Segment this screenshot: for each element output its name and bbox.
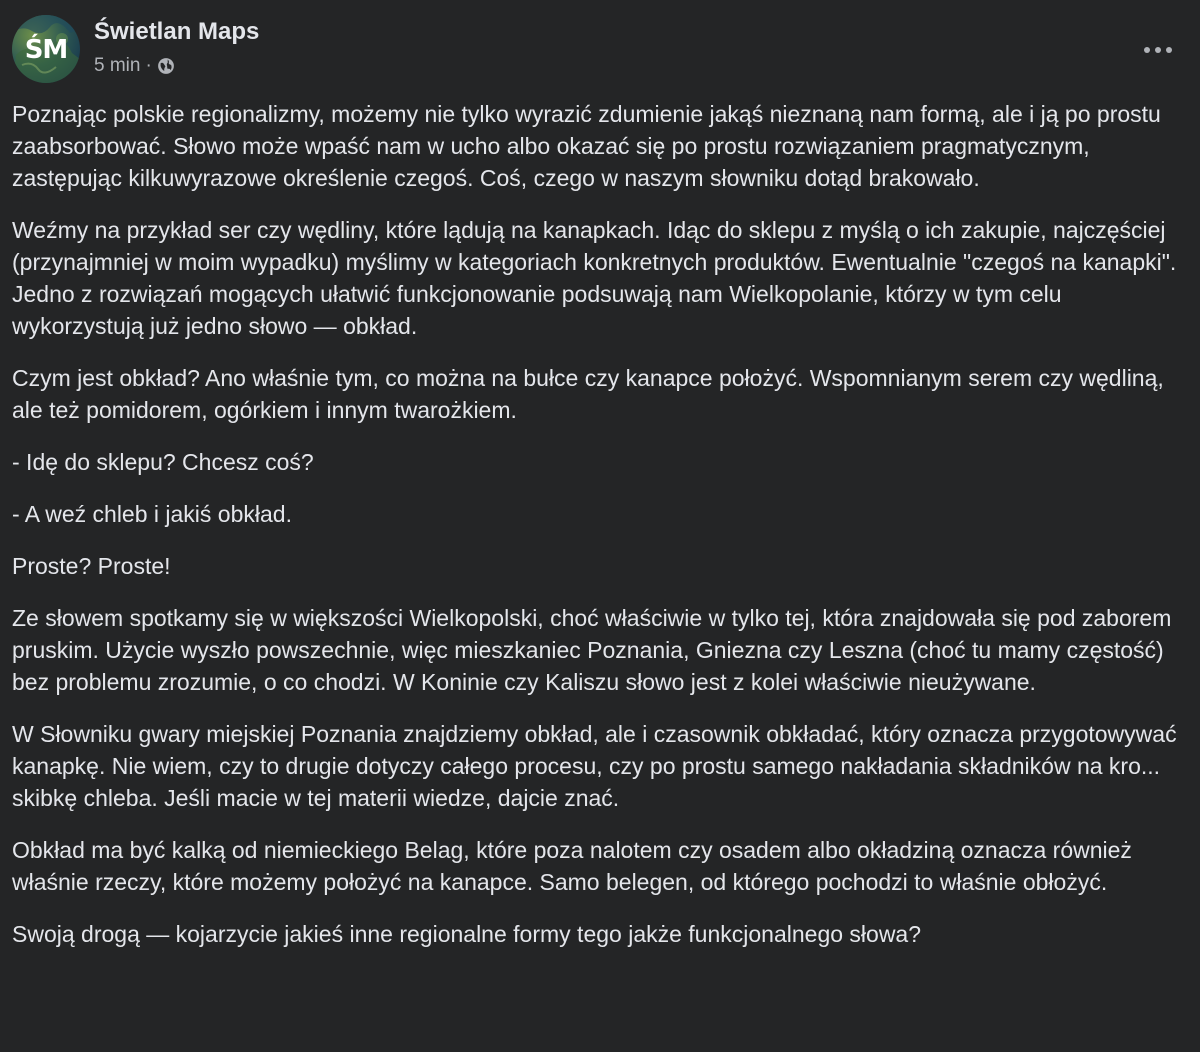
post-paragraph: - A weź chleb i jakiś obkład. [12, 501, 292, 527]
post-paragraph: Ze słowem spotkamy się w większości Wielkopolski, choć właściwie w tylko tej, która znajdowała się pod zaborem pruskim. Użycie wyszło powszechnie, więc mieszkaniec Poznania, Gniezna czy Leszna (choć tu mamy częstość) bez problemu zrozumie, o co chodzi. W Koninie czy Kaliszu słowo jest z kolei właściwie nieużywane. [12, 605, 1172, 695]
post-meta [94, 54, 175, 78]
globe-icon[interactable] [157, 57, 175, 75]
meta-separator: · [145, 55, 152, 76]
post-paragraph: Swoją drogą — kojarzycie jakieś inne regionalne formy tego jakże funkcjonalnego słowa? [12, 921, 922, 947]
post-paragraph: W Słowniku gwary miejskiej Poznania znajdziemy obkład, ale i czasownik obkładać, który oznacza przygotowywać kanapkę. Nie wiem, czy to drugie dotyczy całego procesu, czy po prostu samego nakładania składników na kro... skibkę chleba. Jeśli macie w tej materii wiedze, dajcie znać. [12, 721, 1177, 811]
avatar-initials: ŚM [24, 35, 68, 65]
post-paragraph: - Idę do sklepu? Chcesz coś? [12, 449, 314, 475]
post-paragraph: Proste? Proste! [12, 553, 171, 579]
post-paragraph: Czym jest obkład? Ano właśnie tym, co można na bułce czy kanapce położyć. Wspomnianym serem czy wędliną, ale też pomidorem, ogórkiem i innym twarożkiem. [12, 365, 1164, 423]
author-name[interactable]: Świetlan Maps [94, 18, 260, 45]
more-options-button[interactable] [1138, 30, 1178, 70]
post-body [12, 98, 1188, 970]
more-options-icon [1143, 45, 1173, 55]
post-paragraph: Obkład ma być kalką od niemieckiego Belag, które poza nalotem czy osadem albo okładziną oznacza również właśnie rzeczy, które możemy położyć na kanapce. Samo belegen, od którego pochodzi to właśnie obłożyć. [12, 837, 1132, 895]
avatar[interactable] [12, 15, 80, 83]
post-header [10, 8, 1190, 88]
post-paragraph: Weźmy na przykład ser czy wędliny, które lądują na kanapkach. Idąc do sklepu z myślą o ich zakupie, najczęściej (przynajmniej w moim wypadku) myślimy w kategoriach konkretnych produktów. Ewentualnie "czegoś na kanapki". Jedno z rozwiązań mogących ułatwić funkcjonowanie podsuwają nam Wielkopolanie, którzy w tym celu wykorzystują już jedno słowo — obkład. [12, 217, 1177, 339]
post-paragraph: Poznając polskie regionalizmy, możemy nie tylko wyrazić zdumienie jakąś nieznaną nam formą, ale i ją po prostu zaabsorbować. Słowo może wpaść nam w ucho albo okazać się po prostu rozwiązaniem pragmatycznym, zastępując kilkuwyrazowe określenie czegoś. Coś, czego w naszym słowniku dotąd brakowało. [12, 101, 1161, 191]
post-timestamp[interactable]: 5 min [94, 55, 141, 76]
